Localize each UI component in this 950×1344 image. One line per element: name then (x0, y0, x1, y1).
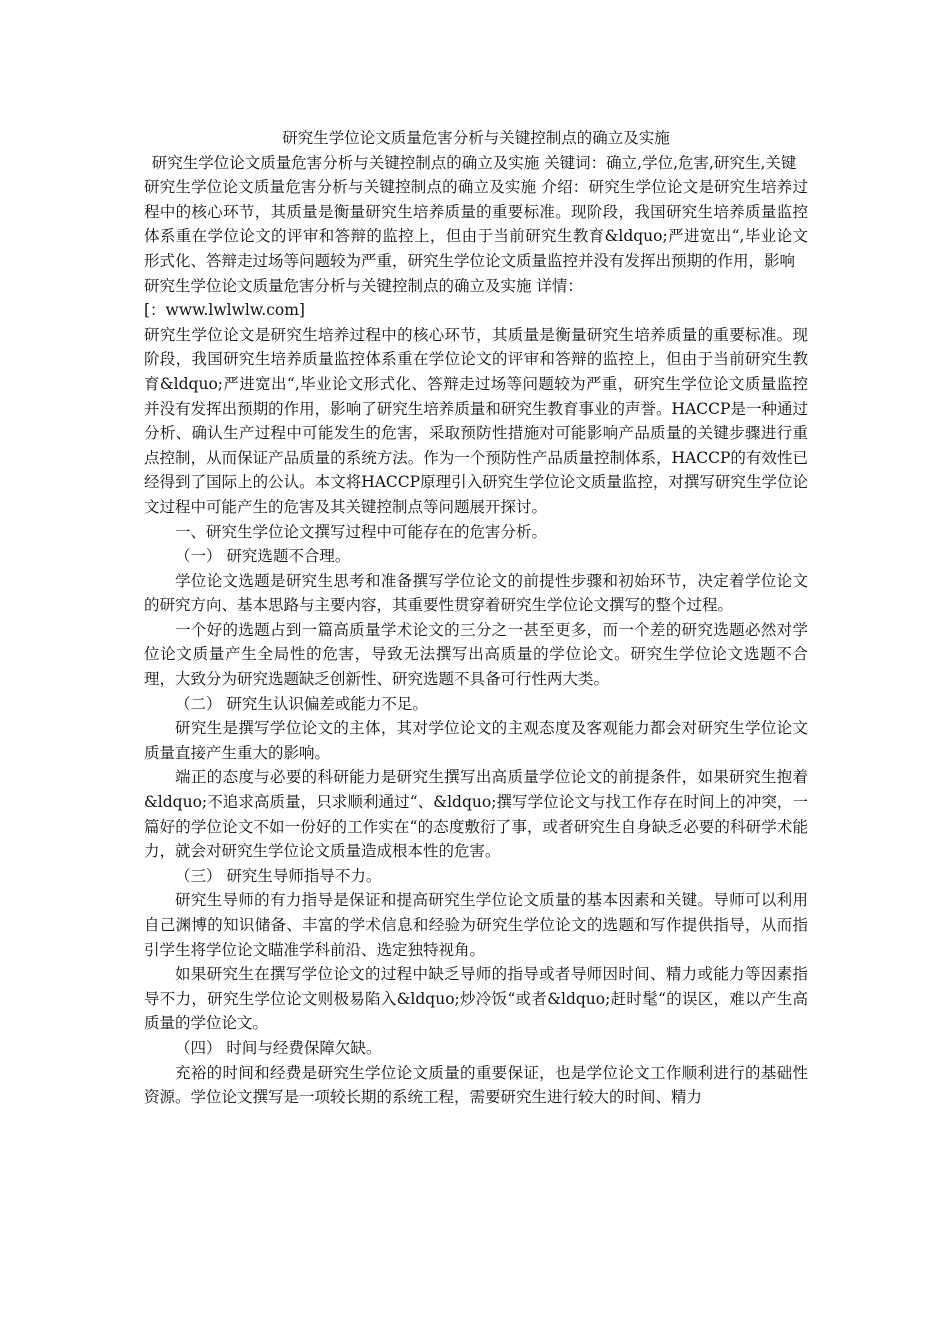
details-line: 研究生学位论文质量危害分析与关键控制点的确立及实施 详情： (144, 276, 583, 295)
body-paragraph: 如果研究生在撰写学位论文的过程中缺乏导师的指导或者导师因时间、精力或能力等因素指导不力，研究生学位论文则极易陷入&ldquo;炒冷饭“或者&ldquo;赶时髦“的误区，难以产生高质量的学位论文。 (144, 965, 808, 1033)
subsection-heading: （二） 研究生认识偏差或能力不足。 (175, 694, 428, 713)
body-paragraph: 一个好的选题占到一篇高质量学术论文的三分之一甚至更多，而一个差的研究选题必然对学位论文质量产生全局性的危害，导致无法撰写出高质量的学位论文。研究生学位论文选题不合理，大致分为研究选题缺乏创新性、研究选题不具备可行性两大类。 (144, 620, 808, 689)
body-paragraph: 充裕的时间和经费是研究生学位论文质量的重要保证，也是学位论文工作顺利进行的基础性资源。学位论文撰写是一项较长期的系统工程，需要研究生进行较大的时间、精力 (144, 1063, 808, 1107)
subsection-heading: （一） 研究选题不合理。 (175, 547, 351, 566)
subsection-heading: （四） 时间与经费保障欠缺。 (175, 1038, 382, 1057)
source-line: [：www.lwlwlw.com] (144, 301, 305, 320)
section-heading: 一、研究生学位论文撰写过程中可能存在的危害分析。 (175, 522, 548, 541)
body-paragraph: 研究生导师的有力指导是保证和提高研究生学位论文质量的基本因素和关键。导师可以利用自己渊博的知识储备、丰富的学术信息和经验为研究生学位论文的选题和写作提供指导，从而指引学生将学位论文瞄准学科前沿、选定独特视角。 (144, 891, 808, 959)
subsection-heading: （三） 研究生导师指导不力。 (175, 866, 382, 885)
document-body (144, 126, 808, 1110)
body-paragraph: 研究生学位论文是研究生培养过程中的核心环节，其质量是衡量研究生培养质量的重要标准。现阶段，我国研究生培养质量监控体系重在学位论文的评审和答辩的监控上，但由于当前研究生教育&ldquo;严进宽出“,毕业论文形式化、答辩走过场等问题较为严重，研究生学位论文质量监控并没有发挥出预期的作用，影响了研究生培养质量和研究生教育事业的声誉。HACCP是一种通过分析、确认生产过程中可能发生的危害，采取预防性措施对可能影响产品质量的关键步骤进行重点控制，从而保证产品质量的系统方法。作为一个预防性产品质量控制体系，HACCP的有效性已经得到了国际上的公认。本文将HACCP原理引入研究生学位论文质量监控，对撰写研究生学位论文过程中可能产生的危害及其关键控制点等问题展开探讨。 (144, 325, 808, 516)
intro-line: 研究生学位论文质量危害分析与关键控制点的确立及实施 介绍：研究生学位论文是研究生培养过程中的核心环节，其质量是衡量研究生培养质量的重要标准。现阶段，我国研究生培养质量监控体系重在学位论文的评审和答辩的监控上，但由于当前研究生教育&ldquo;严进宽出“,毕业论文形式化、答辩走过场等问题较为严重，研究生学位论文质量监控并没有发挥出预期的作用，影响 (144, 178, 808, 270)
body-paragraph: 研究生是撰写学位论文的主体，其对学位论文的主观态度及客观能力都会对研究生学位论文质量直接产生重大的影响。 (144, 719, 808, 762)
body-paragraph: 学位论文选题是研究生思考和准备撰写学位论文的前提性步骤和初始环节，决定着学位论文的研究方向、基本思路与主要内容，其重要性贯穿着研究生学位论文撰写的整个过程。 (144, 571, 808, 615)
body-paragraph: 端正的态度与必要的科研能力是研究生撰写出高质量学位论文的前提条件，如果研究生抱着&ldquo;不追求高质量，只求顺利通过“、&ldquo;撰写学位论文与找工作存在时间上的冲突，一篇好的学位论文不如一份好的工作实在“的态度敷衍了事，或者研究生自身缺乏必要的科研学术能力，就会对研究生学位论文质量造成根本性的危害。 (144, 768, 808, 861)
keywords-line: 研究生学位论文质量危害分析与关键控制点的确立及实施 关键词：确立,学位,危害,研究生,关键 (151, 153, 797, 172)
document-title: 研究生学位论文质量危害分析与关键控制点的确立及实施 (282, 129, 670, 147)
